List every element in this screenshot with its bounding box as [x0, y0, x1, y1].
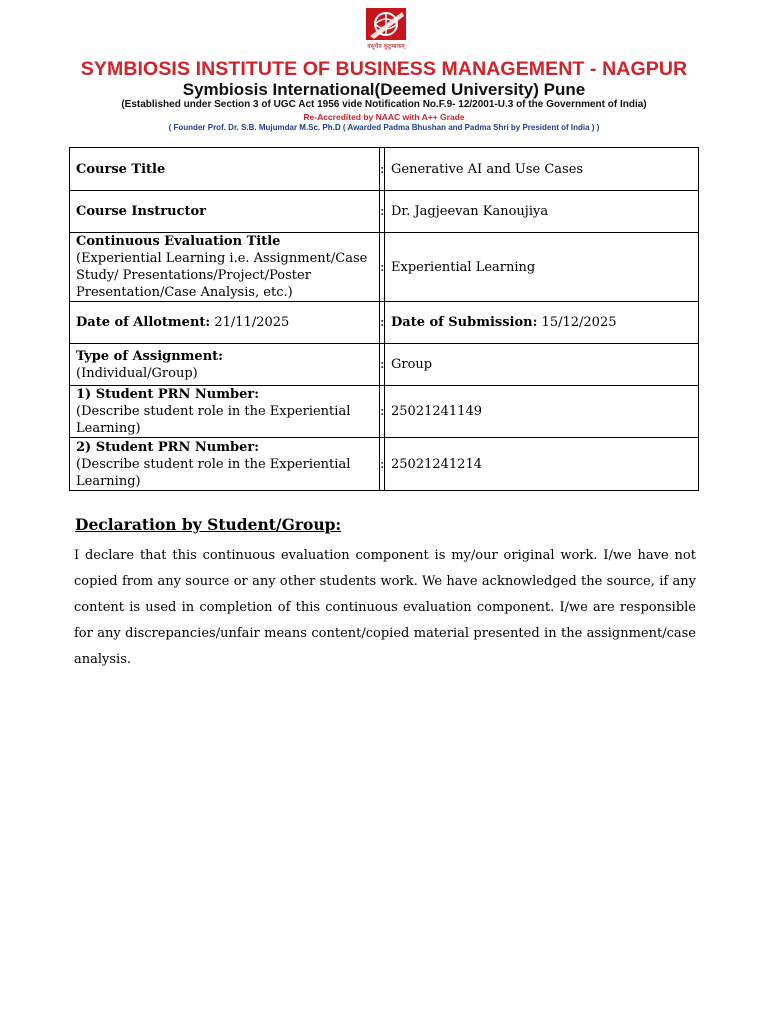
row-course-title [70, 148, 699, 191]
instructor-value: Dr. Jagjeevan Kanoujiya [385, 191, 699, 233]
ce-title-label: Continuous Evaluation Title [76, 234, 281, 249]
row-student-1 [70, 386, 699, 438]
course-title-label: Course Title [70, 148, 380, 191]
student-2-label: 2) Student PRN Number: [76, 439, 259, 455]
allotment-cell [70, 302, 380, 344]
separator: : [380, 148, 385, 191]
student-2-cell [70, 438, 380, 491]
university-name: Symbiosis International(Deemed University) Pune [182, 80, 586, 99]
row-instructor [70, 191, 699, 233]
allotment-value: 21/11/2025 [210, 315, 290, 330]
student-1-description: (Describe student role in the Experiential Learning) [76, 404, 351, 436]
row-assignment-type [70, 344, 699, 386]
course-title-value: Generative AI and Use Cases [385, 148, 699, 191]
separator: : [380, 191, 385, 233]
ce-title-description: (Experiential Learning i.e. Assignment/Case Study/ Presentations/Project/Poster Presentation/Case Analysis, etc.) [76, 251, 368, 300]
separator: : [380, 386, 385, 438]
allotment-label: Date of Allotment: [76, 315, 211, 330]
assignment-type-value: Group [385, 344, 699, 386]
student-1-label: 1) Student PRN Number: [76, 387, 259, 402]
establishment-note: (Established under Section 3 of UGC Act 1956 vide Notification No.F.9- 12/2001-U.3 of the Government of India) [121, 99, 647, 110]
student-2-prn: 25021241214 [385, 438, 699, 491]
student-2-description: (Describe student role in the Experiential Learning) [76, 456, 351, 489]
student-1-cell [70, 386, 380, 438]
instructor-label: Course Instructor [70, 191, 380, 233]
separator: : [380, 302, 385, 344]
row-student-2 [70, 438, 699, 491]
institute-name: SYMBIOSIS INSTITUTE OF BUSINESS MANAGEMENT - NAGPUR [80, 58, 688, 80]
course-info-table [69, 147, 699, 491]
assignment-type-cell [70, 344, 380, 386]
row-dates [70, 302, 699, 344]
student-1-prn: 25021241149 [385, 386, 699, 438]
row-ce-title [70, 233, 699, 302]
assignment-type-label: Type of Assignment: [76, 348, 223, 364]
separator: : [380, 344, 385, 386]
separator: : [380, 438, 385, 491]
declaration-title: Declaration by Student/Group: [75, 515, 342, 534]
accreditation-note: Re-Accredited by NAAC with A++ Grade [303, 112, 465, 122]
submission-cell [385, 302, 699, 344]
ce-title-cell [70, 233, 380, 302]
submission-value: 15/12/2025 [537, 315, 617, 330]
ce-title-value: Experiential Learning [385, 233, 699, 302]
separator: : [380, 233, 385, 302]
logo-tagline: वसुधैव कुटुम्बकम् [367, 43, 405, 50]
assignment-type-description: (Individual/Group) [76, 365, 198, 381]
founder-note: ( Founder Prof. Dr. S.B. Mujumdar M.Sc. Ph.D ( Awarded Padma Bhushan and Padma Shri by President of India ) ) [168, 123, 600, 132]
submission-label: Date of Submission: [391, 315, 538, 330]
declaration-text: I declare that this continuous evaluation component is my/our original work. I/we have not copied from any source or any other students work. We have acknowledged the source, if any content is used in completion of this continuous evaluation component. I/we are responsible for any discrepancies/unfair means content/copied material presented in the assignment/case analysis. [74, 548, 696, 667]
